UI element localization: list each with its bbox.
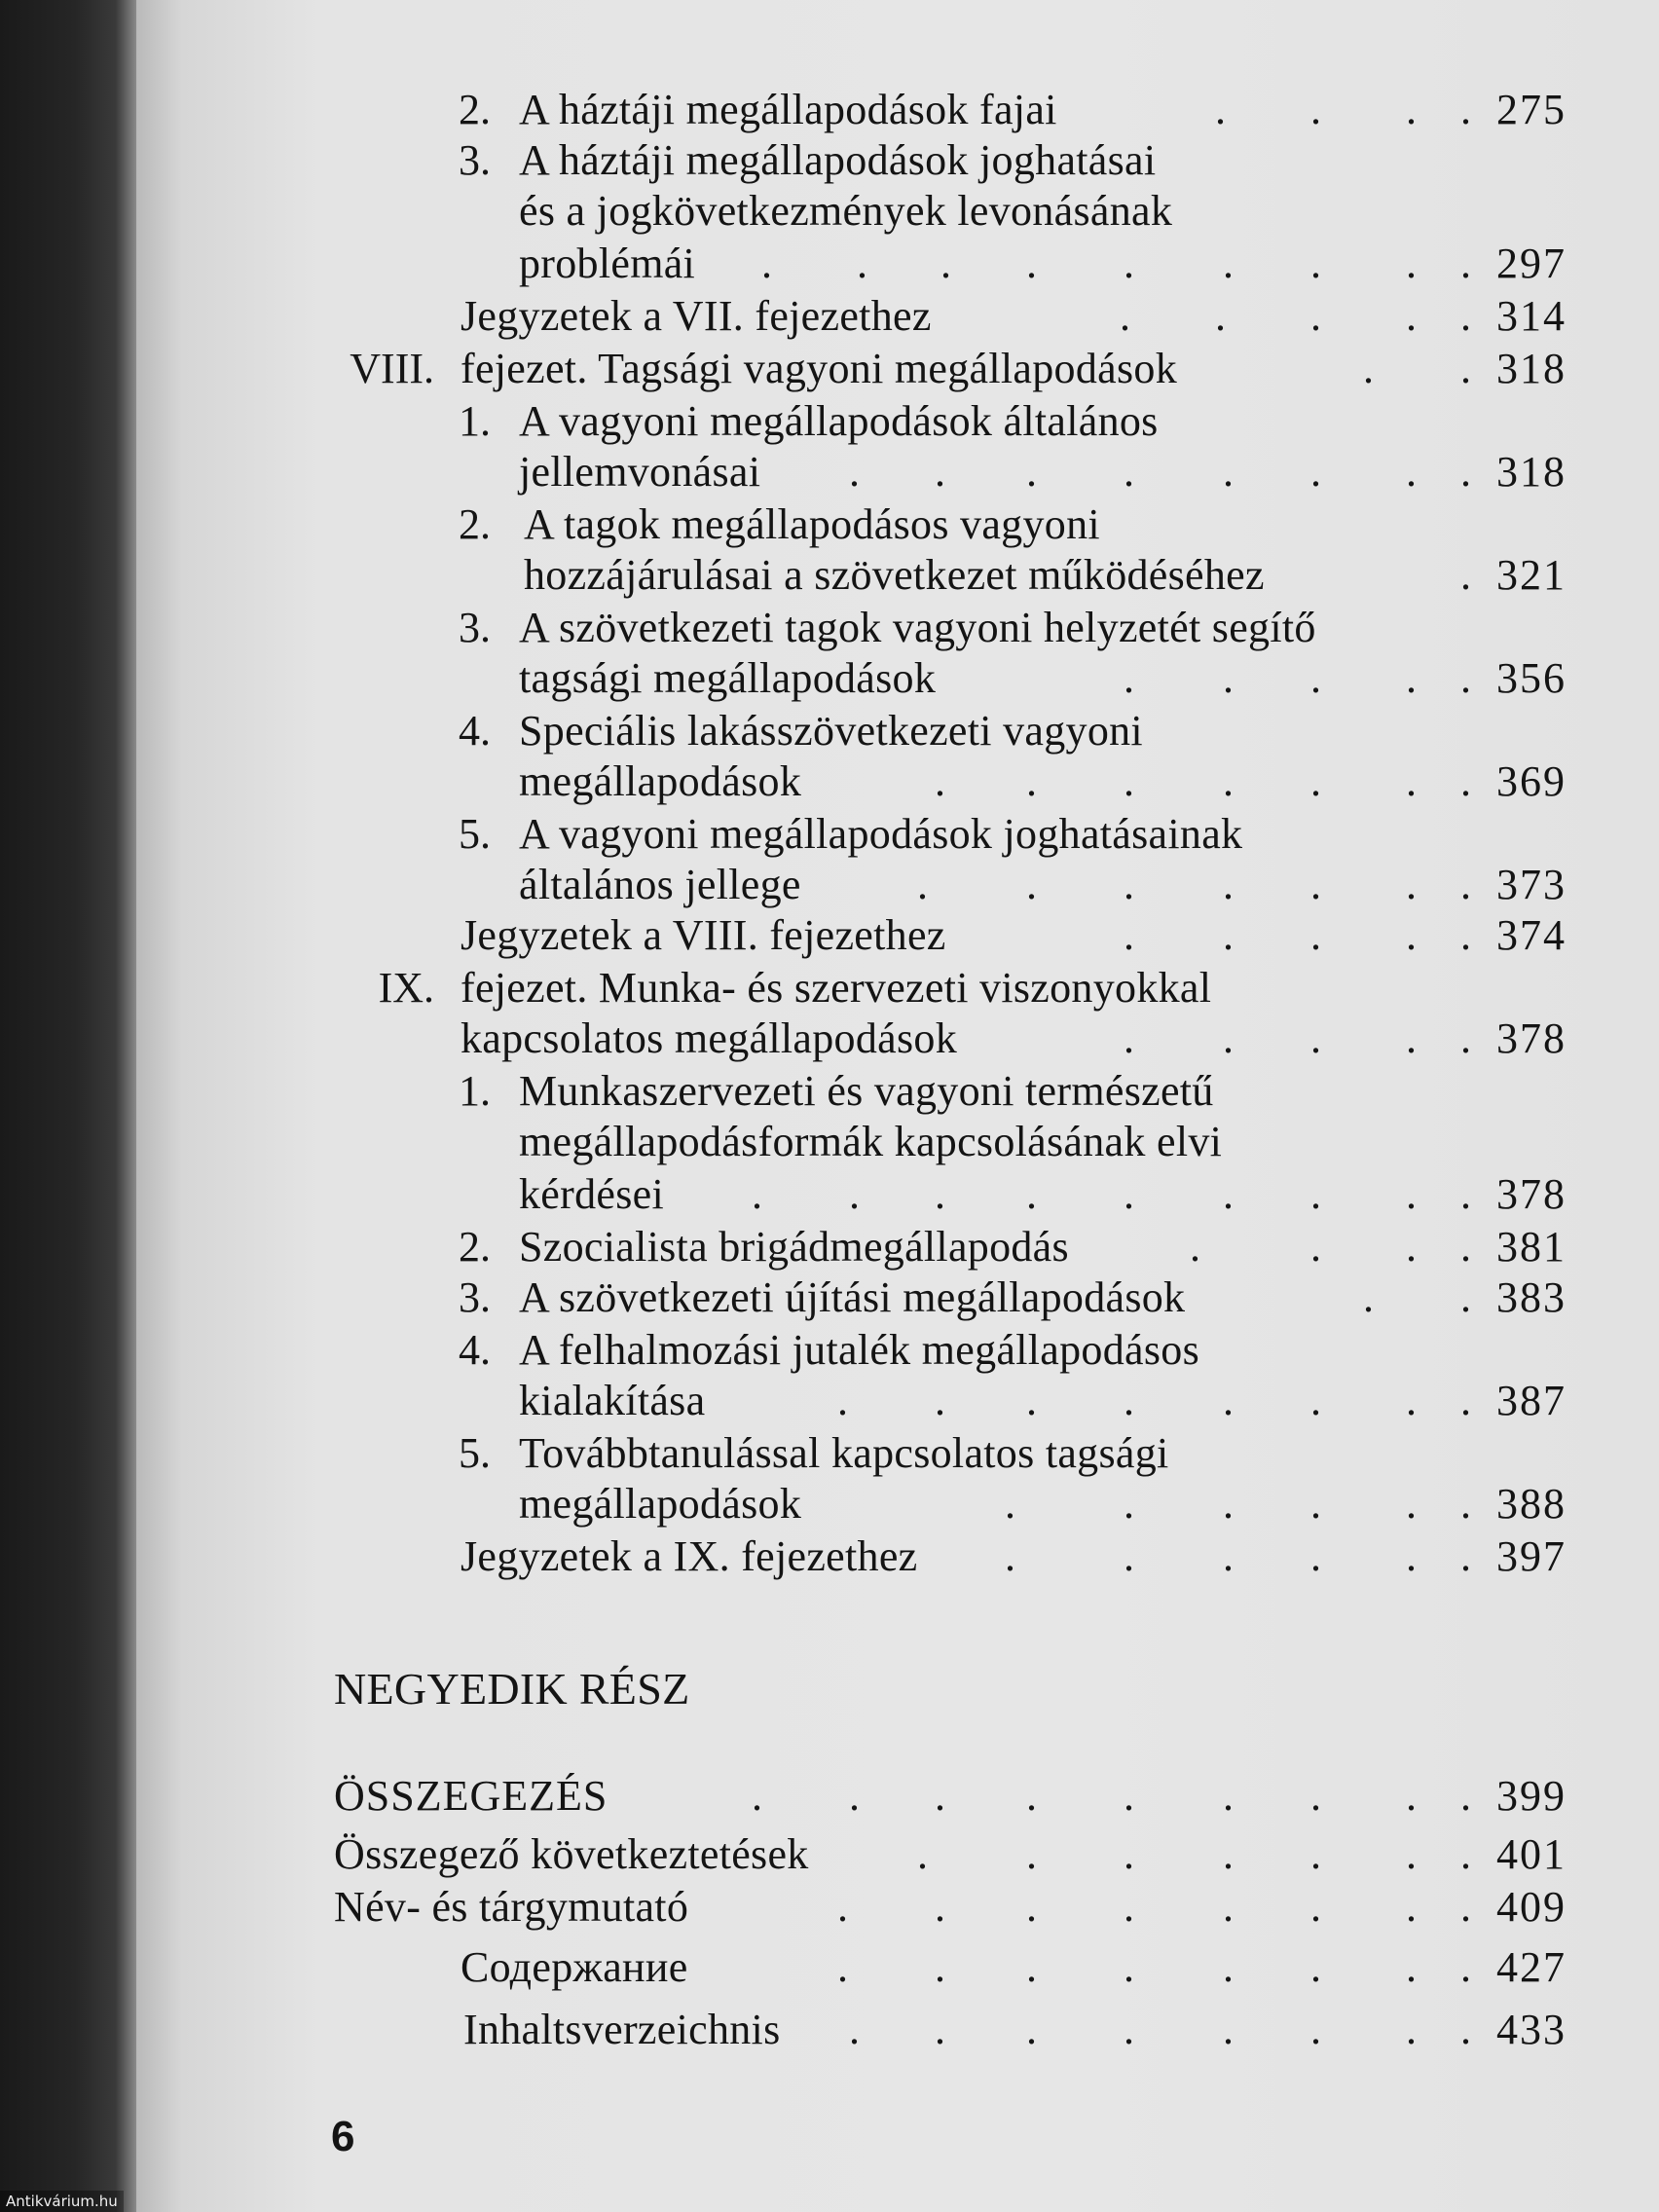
toc-entry-page: 373 <box>1496 861 1567 908</box>
toc-entry-page: 369 <box>1496 757 1567 805</box>
toc-entry-title: A tagok megállapodásos vagyoni <box>524 500 1100 548</box>
toc-entry-title: Jegyzetek a IX. fejezethez <box>461 1532 918 1580</box>
toc-entry <box>0 808 1659 861</box>
toc-entry-number: 2. <box>459 1223 491 1271</box>
toc-entry-page: 388 <box>1496 1480 1567 1528</box>
toc-entry: Jegyzetek a IX. fejezethez . . . . . . 397 <box>0 1530 1659 1583</box>
toc-entry-title: és a jogkövetkezmények levonásának <box>519 187 1173 235</box>
toc-entry-title: megállapodások <box>519 757 802 805</box>
toc-entry-title: Speciális lakásszövetkezeti vagyoni <box>519 707 1143 755</box>
toc-entry: 2. Szocialista brigádmegállapodás . . . . 381 <box>0 1221 1659 1273</box>
toc-entry-title: hozzájárulásai a szövetkezet működéséhez <box>524 551 1265 599</box>
toc-entry-title: Továbbtanulással kapcsolatos tagsági <box>519 1429 1169 1477</box>
toc-entry: Összegező következtetések . . . . . . . 401 <box>0 1828 1659 1881</box>
toc-entry-number: 1. <box>459 1067 491 1115</box>
toc-entry-title: A háztáji megállapodások fajai <box>519 86 1057 133</box>
toc-entry <box>0 1324 1659 1377</box>
toc-entry-page: 399 <box>1496 1772 1567 1820</box>
toc-entry-title: Jegyzetek a VIII. fejezethez <box>461 911 946 959</box>
toc-entry-title: általános jellege <box>519 861 801 908</box>
toc-entry-number: 2. <box>459 500 491 548</box>
toc-entry-continuation: kérdései . . . . . . . . . 378 <box>0 1168 1659 1221</box>
toc-entry-title: A szövetkezeti tagok vagyoni helyzetét segítő <box>519 604 1316 651</box>
toc-entry-title: Név- és tárgymutató <box>334 1883 689 1931</box>
toc-entry-title: A vagyoni megállapodások általános <box>519 397 1159 445</box>
toc-entry-title: A vagyoni megállapodások joghatásainak <box>519 810 1243 858</box>
part-heading <box>0 1663 1659 1715</box>
toc-entry-page: 378 <box>1496 1014 1567 1062</box>
toc-entry <box>0 705 1659 757</box>
toc-entry-number: 4. <box>459 1326 491 1374</box>
toc-entry-number: 2. <box>459 86 491 133</box>
toc-entry: Jegyzetek a VII. fejezethez . . . . . 314 <box>0 290 1659 343</box>
toc-entry <box>0 1427 1659 1480</box>
toc-entry-title: A felhalmozási jutalék megállapodásos <box>519 1326 1200 1374</box>
toc-entry-number: 5. <box>459 1429 491 1477</box>
toc-entry-number: 3. <box>459 1273 491 1321</box>
toc-entry <box>0 602 1659 654</box>
toc-entry-title: fejezet. Tagsági vagyoni megállapodások <box>461 345 1178 392</box>
toc-entry-title: Szocialista brigádmegállapodás <box>519 1223 1069 1271</box>
toc-entry-title: kapcsolatos megállapodások <box>461 1014 957 1062</box>
toc-entry-continuation: hozzájárulásai a szövetkezet működéséhez . 321 <box>0 549 1659 602</box>
toc-entry-page: 378 <box>1496 1170 1567 1218</box>
toc-entry-page: 314 <box>1496 292 1567 340</box>
toc-entry-continuation: kialakítása . . . . . . . . 387 <box>0 1375 1659 1427</box>
toc-entry: Név- és tárgymutató . . . . . . . . 409 <box>0 1881 1659 1934</box>
toc-entry: 2. A háztáji megállapodások fajai . . . . 275 <box>0 84 1659 136</box>
toc-entry-page: 397 <box>1496 1532 1567 1580</box>
toc-entry-title: problémái <box>519 240 696 287</box>
toc-entry-number: 4. <box>459 707 491 755</box>
toc-entry-page: 387 <box>1496 1377 1567 1424</box>
toc-entry-page: 427 <box>1496 1943 1567 1991</box>
toc-entry-title: megállapodások <box>519 1480 802 1528</box>
toc-entry-page: 409 <box>1496 1883 1567 1931</box>
toc-entry-number: VIII. <box>350 345 434 392</box>
toc-entry-continuation: megállapodások . . . . . . . 369 <box>0 756 1659 808</box>
toc-entry-title: Összegező következtetések <box>334 1830 809 1878</box>
toc-entry-number: 5. <box>459 810 491 858</box>
toc-entry-title: Munkaszervezeti és vagyoni természetű <box>519 1067 1214 1115</box>
toc-entry-page: 318 <box>1496 345 1567 392</box>
toc-entry-page: 383 <box>1496 1273 1567 1321</box>
toc-entry <box>0 1065 1659 1118</box>
part-heading-text: NEGYEDIK RÉSZ <box>334 1664 690 1714</box>
toc-entry-page: 433 <box>1496 2006 1567 2053</box>
toc-entry-continuation <box>0 185 1659 238</box>
toc-entry-title: tagsági megállapodások <box>519 654 937 702</box>
toc-entry-title: A háztáji megállapodások joghatásai <box>519 136 1157 184</box>
toc-entry-continuation: jellemvonásai . . . . . . . . 318 <box>0 446 1659 498</box>
toc-entry <box>0 498 1659 551</box>
toc-entry: Содержание . . . . . . . . 427 <box>0 1941 1659 1994</box>
toc-entry-page: 374 <box>1496 911 1567 959</box>
toc-entry-continuation: megállapodások . . . . . . 388 <box>0 1478 1659 1530</box>
toc-entry: ÖSSZEGEZÉS . . . . . . . . . 399 <box>0 1770 1659 1823</box>
toc-entry-title: ÖSSZEGEZÉS <box>334 1772 608 1820</box>
toc-entry-title: fejezet. Munka- és szervezeti viszonyokkal <box>461 964 1212 1012</box>
toc-entry-title: megállapodásformák kapcsolásának elvi <box>519 1118 1223 1165</box>
toc-entry-title: A szövetkezeti újítási megállapodások <box>519 1273 1186 1321</box>
toc-entry-page: 275 <box>1496 86 1567 133</box>
toc-entry: Jegyzetek a VIII. fejezethez . . . . . 374 <box>0 909 1659 962</box>
watermark: Antikvárium.hu <box>0 2191 124 2212</box>
toc-entry-continuation: kapcsolatos megállapodások . . . . . 378 <box>0 1013 1659 1065</box>
page-number: 6 <box>331 2113 355 2160</box>
toc-entry <box>0 134 1659 187</box>
toc-entry-continuation: tagsági megállapodások . . . . . 356 <box>0 652 1659 705</box>
toc-entry-title: Содержание <box>461 1943 688 1991</box>
toc-entry-number: 3. <box>459 136 491 184</box>
toc-entry-page: 297 <box>1496 240 1567 287</box>
toc-entry-title: kialakítása <box>519 1377 706 1424</box>
toc-entry-title: kérdései <box>519 1170 664 1218</box>
toc-entry <box>0 395 1659 448</box>
toc-entry: VIII. fejezet. Tagsági vagyoni megállapodások . . 318 <box>0 343 1659 395</box>
toc-entry-title: jellemvonásai <box>519 448 761 496</box>
toc-entry-page: 318 <box>1496 448 1567 496</box>
toc-entry-title: Inhaltsverzeichnis <box>463 2006 781 2053</box>
toc-entry <box>0 962 1659 1014</box>
toc-entry-number: IX. <box>378 964 434 1012</box>
toc-entry-continuation: általános jellege . . . . . . . 373 <box>0 859 1659 911</box>
toc-entry-page: 401 <box>1496 1830 1567 1878</box>
toc-entry-page: 381 <box>1496 1223 1567 1271</box>
toc-entry-page: 356 <box>1496 654 1567 702</box>
toc-entry-number: 1. <box>459 397 491 445</box>
toc-entry: 3. A szövetkezeti újítási megállapodások . . 383 <box>0 1272 1659 1324</box>
toc-entry: Inhaltsverzeichnis . . . . . . . . 433 <box>0 2004 1659 2056</box>
toc-entry-continuation <box>0 1116 1659 1168</box>
toc-entry-page: 321 <box>1496 551 1567 599</box>
toc-entry-continuation: problémái . . . . . . . . . 297 <box>0 238 1659 290</box>
toc-entry-title: Jegyzetek a VII. fejezethez <box>461 292 932 340</box>
toc-entry-number: 3. <box>459 604 491 651</box>
